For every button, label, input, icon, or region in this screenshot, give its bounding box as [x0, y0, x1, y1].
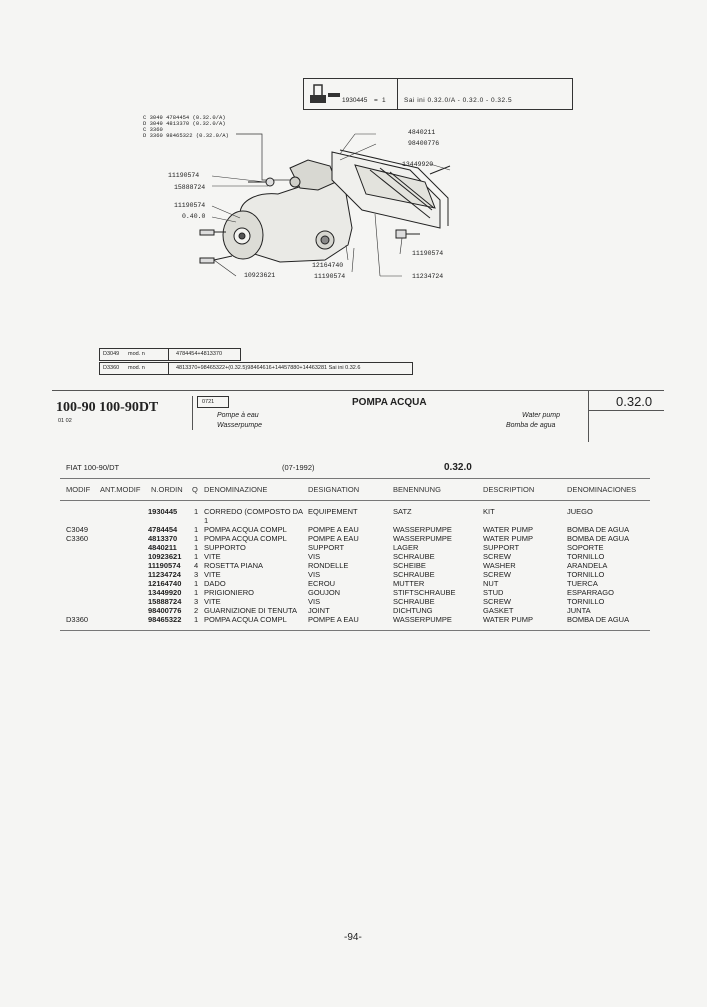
table-row: 10923621 1 VITE VIS SCHRAUBE SCREW TORNILLO	[148, 552, 605, 561]
listing-section: 0.32.0	[444, 462, 472, 473]
callout-label: 0.40.0	[182, 213, 206, 220]
table-row: 11190574 4 ROSETTA PIANA RONDELLE SCHEIBE WASHER ARANDELA	[148, 561, 608, 570]
variant-item: C 3049 4784454 (0.32.0/A)	[143, 114, 226, 121]
table-row: D3360 98465322 1 POMPA ACQUA COMPL POMPE A EAU WASSERPUMPE WATER PUMP BOMBA DE AGUA	[66, 615, 630, 624]
exploded-diagram	[140, 110, 470, 310]
kit-part-number: 1930445	[342, 97, 368, 104]
table-row: C3049 4784454 1 POMPA ACQUA COMPL POMPE A EAU WASSERPUMPE WATER PUMP BOMBA DE AGUA	[66, 525, 630, 534]
callout-label: 15888724	[174, 184, 206, 191]
callout-label: 11190574	[168, 172, 200, 179]
kit-qty: 1	[382, 97, 386, 104]
section-number: 0.32.0	[616, 394, 653, 409]
page-number: -94-	[344, 932, 362, 943]
variant-item: D 3360 98465322 (0.32.0/A)	[143, 132, 229, 139]
section-title: POMPA ACQUA	[352, 397, 427, 408]
table-row: 1	[204, 516, 209, 525]
listing-model: FIAT 100-90/DT	[66, 463, 120, 472]
callout-label: 10923621	[244, 272, 276, 279]
kit-references: Sai ini 0.32.0/A - 0.32.0 - 0.32.5	[404, 97, 513, 104]
kit-icon-cell: 1930445 = 1	[304, 79, 398, 109]
callout-label: 98400776	[408, 140, 440, 147]
callout-label: 13449920	[402, 161, 434, 168]
variant-item: C 3360	[143, 126, 163, 133]
title-en: Water pump	[522, 412, 560, 419]
kit-box	[303, 78, 573, 110]
table-header: MODIF ANT.MODIF N.ORDIN Q DENOMINAZIONE DESIGNATION BENENNUNG DESCRIPTION DENOMINACIONES	[66, 485, 637, 494]
table-row: 11234724 3 VITE VIS SCHRAUBE SCREW TORNILLO	[148, 570, 605, 579]
callout-label: 11234724	[412, 273, 444, 280]
table-row: 12164740 1 DADO ECROU MUTTER NUT TUERCA	[148, 579, 598, 588]
section-header	[52, 386, 664, 442]
table-row: 13449920 1 PRIGIONIERO GOUJON STIFTSCHRAUBE STUD ESPARRAGO	[148, 588, 614, 597]
callout-label: 11190574	[412, 250, 444, 257]
variant-item: D 3049 4813370 (0.32.0/A)	[143, 120, 226, 127]
parts-listing	[60, 460, 650, 640]
callout-label: 12164740	[312, 262, 344, 269]
mod-row: D3360 mod. n 4813370+98465322+(0.32.5)98464616+14457880+14463281 Sai ini 0.32.6	[99, 362, 413, 375]
table-row: 15888724 3 VITE VIS SCHRAUBE SCREW TORNILLO	[148, 597, 605, 606]
table-row: 98400776 2 GUARNIZIONE DI TENUTA JOINT DICHTUNG GASKET JUNTA	[148, 606, 591, 615]
title-de: Wasserpumpe	[217, 422, 263, 429]
mod-row: D3049 mod. n 4784454+4813370	[99, 348, 241, 361]
callout-label: 11190574	[314, 273, 346, 280]
table-row: 4840211 1 SUPPORTO SUPPORT LAGER SUPPORT SOPORTE	[148, 543, 604, 552]
code-box: 0721	[197, 396, 229, 408]
table-row: 1930445 1 CORREDO (COMPOSTO DA EQUIPEMENT SATZ KIT JUEGO	[148, 507, 593, 516]
callout-label: 4840211	[408, 129, 436, 136]
title-fr: Pompe à eau	[217, 412, 259, 419]
table-row: C3360 4813370 1 POMPA ACQUA COMPL POMPE A EAU WASSERPUMPE WATER PUMP BOMBA DE AGUA	[66, 534, 630, 543]
callout-label: 11190574	[174, 202, 206, 209]
kit-box-icon	[308, 83, 342, 105]
listing-date: (07-1992)	[282, 463, 315, 472]
model-title: 100-90 100-90DT	[56, 400, 159, 415]
model-sub: 01 02	[58, 418, 72, 424]
title-es: Bomba de agua	[506, 422, 556, 429]
